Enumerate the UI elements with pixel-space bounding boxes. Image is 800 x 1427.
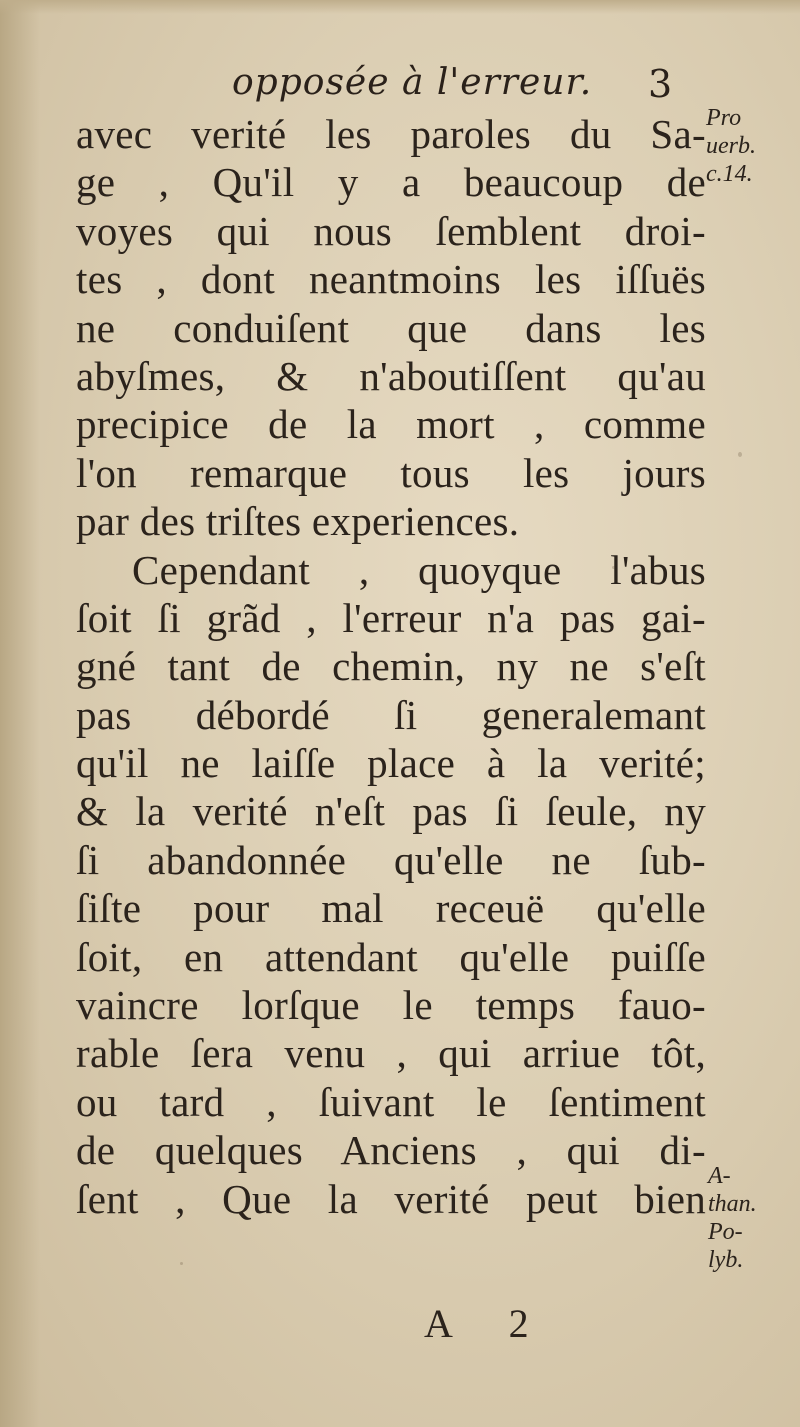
- margin-note-athan-polyb: [708, 1162, 788, 1274]
- margin-note-line: than.: [708, 1191, 757, 1217]
- text-line: tes , dont neantmoins les iſſuës: [76, 256, 706, 303]
- text-line: pas débordé ſi generalemant: [76, 691, 706, 738]
- text-line: ſoit, en attendant qu'elle puiſſe: [76, 933, 706, 980]
- margin-note-line: c.14.: [706, 161, 753, 187]
- text-line: & la verité n'eſt pas ſi ſeule, ny: [76, 788, 706, 835]
- text-line: abyſmes, & n'aboutiſſent qu'au: [76, 352, 706, 399]
- text-line: ou tard , ſuivant le ſentiment: [76, 1078, 706, 1125]
- text-line: voyes qui nous ſemblent droi-: [76, 207, 706, 254]
- signature-mark: A 2: [424, 1301, 553, 1346]
- running-head-title: opposée à l'erreur.: [232, 62, 593, 103]
- paper-speck: [180, 1262, 183, 1265]
- paragraph-start-line: Cependant , quoyque l'abus: [132, 546, 706, 593]
- text-line: ge , Qu'il y a beaucoup de: [76, 159, 706, 206]
- text-line: ſi abandonnée qu'elle ne ſub-: [76, 836, 706, 883]
- text-line: de quelques Anciens , qui di-: [76, 1127, 706, 1174]
- text-line: ſent , Que la verité peut bien: [76, 1175, 706, 1222]
- margin-note-line: lyb.: [708, 1247, 744, 1273]
- gutter-shadow: [0, 0, 40, 1427]
- margin-note-line: Pro: [706, 105, 742, 131]
- text-line: qu'il ne laiſſe place à la verité;: [76, 740, 706, 787]
- text-line: ne conduiſent que dans les: [76, 304, 706, 351]
- paper-speck: [738, 452, 742, 457]
- text-line: rable ſera venu , qui arriue tôt,: [76, 1030, 706, 1077]
- text-line: ſiſte pour mal receuë qu'elle: [76, 885, 706, 932]
- body-text: [76, 110, 706, 1223]
- text-line: precipice de la mort , comme: [76, 401, 706, 448]
- margin-note-line: Po-: [708, 1219, 743, 1245]
- text-line: ſoit ſi grãd , l'erreur n'a pas gai-: [76, 594, 706, 641]
- text-line: par des triſtes experiences.: [76, 498, 520, 545]
- margin-note-line: uerb.: [706, 133, 756, 159]
- margin-note-proverbs: [706, 104, 786, 188]
- text-line: gné tant de chemin, ny ne s'eſt: [76, 643, 706, 690]
- running-head: [0, 62, 800, 112]
- signature-line: [0, 1300, 800, 1350]
- text-line: l'on remarque tous les jours: [76, 449, 706, 496]
- text-line: vaincre lorſque le temps fauo-: [76, 982, 706, 1029]
- paper-speck: [612, 566, 615, 569]
- margin-note-line: A-: [708, 1163, 731, 1189]
- page-number: 3: [648, 62, 673, 106]
- top-edge-shadow: [0, 0, 800, 14]
- text-line: avec verité les paroles du Sa-: [76, 111, 706, 157]
